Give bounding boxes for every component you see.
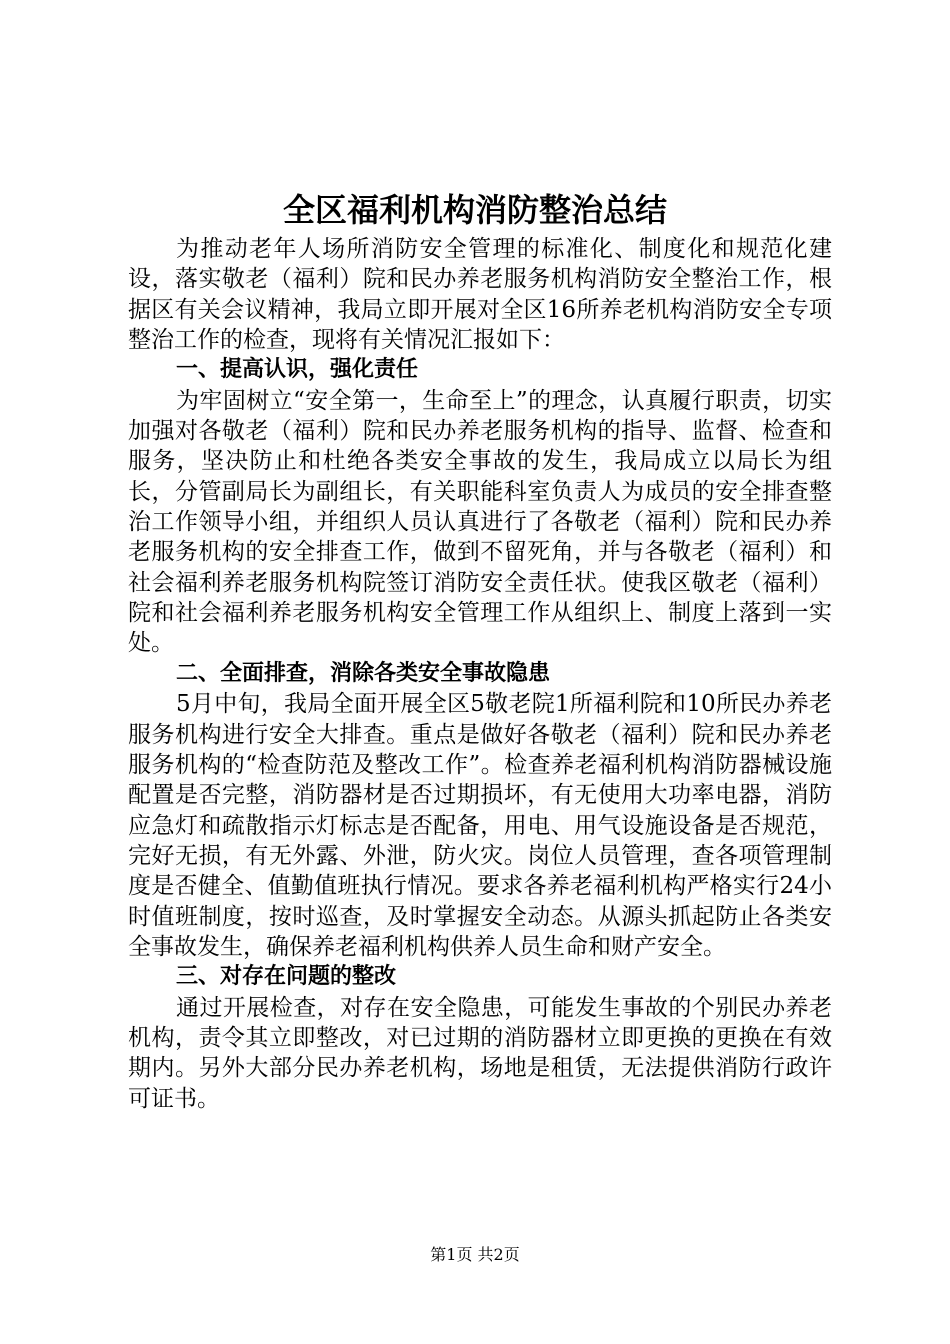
page-number: 第1页: [430, 1245, 473, 1264]
section-paragraph-1: 为牢固树立“安全第一，生命至上”的理念，认真履行职责，切实加强对各敬老（福利）院和民办养老服务机构的指导、监督、检查和服务，坚决防止和杜绝各类安全事故的发生，我局成立以局长为组长，分管副局长为副组长，有关职能科室负责人为成员的安全排查整治工作领导小组，并组织人员认真进行了各敬老（福利）院和民办养老服务机构的安全排查工作，做到不留死角，并与各敬老（福利）和社会福利养老服务机构院签订消防安全责任状。使我区敬老（福利）院和社会福利养老服务机构安全管理工作从组织上、制度上落到一实处。: [128, 387, 832, 657]
page-footer: [0, 1244, 950, 1266]
section-heading-3: 三、对存在问题的整改: [176, 964, 397, 990]
section-heading-1: 一、提高认识，强化责任: [176, 357, 419, 383]
page-total: 共2页: [477, 1245, 520, 1264]
intro-paragraph: 为推动老年人场所消防安全管理的标准化、制度化和规范化建设，落实敬老（福利）院和民办养老服务机构消防安全整治工作，根据区有关会议精神，我局立即开展对全区16所养老机构消防安全专项整治工作的检查，现将有关情况汇报如下：: [128, 236, 832, 354]
section-paragraph-3: 通过开展检查，对存在安全隐患，可能发生事故的个别民办养老机构，责令其立即整改，对已过期的消防器材立即更换的更换在有效期内。另外大部分民办养老机构，场地是租赁，无法提供消防行政许可证书。: [128, 994, 832, 1112]
section-paragraph-2: 5月中旬，我局全面开展全区5敬老院1所福利院和10所民办养老服务机构进行安全大排查。重点是做好各敬老（福利）院和民办养老服务机构的“检查防范及整改工作”。检查养老福利机构消防器械设施配置是否完整，消防器材是否过期损坏，有无使用大功率电器，消防应急灯和疏散指示灯标志是否配备，用电、用气设施设备是否规范，完好无损，有无外露、外泄，防火灾。岗位人员管理，查各项管理制度是否健全、值勤值班执行情况。要求各养老福利机构严格实行24小时值班制度，按时巡查，及时掌握安全动态。从源头抓起防止各类安全事故发生，确保养老福利机构供养人员生命和财产安全。: [128, 691, 832, 960]
document-title: 全区福利机构消防整治总结: [282, 191, 667, 229]
document-body: [128, 234, 832, 1114]
section-heading-2: 二、全面排查，消除各类安全事故隐患: [176, 660, 551, 686]
